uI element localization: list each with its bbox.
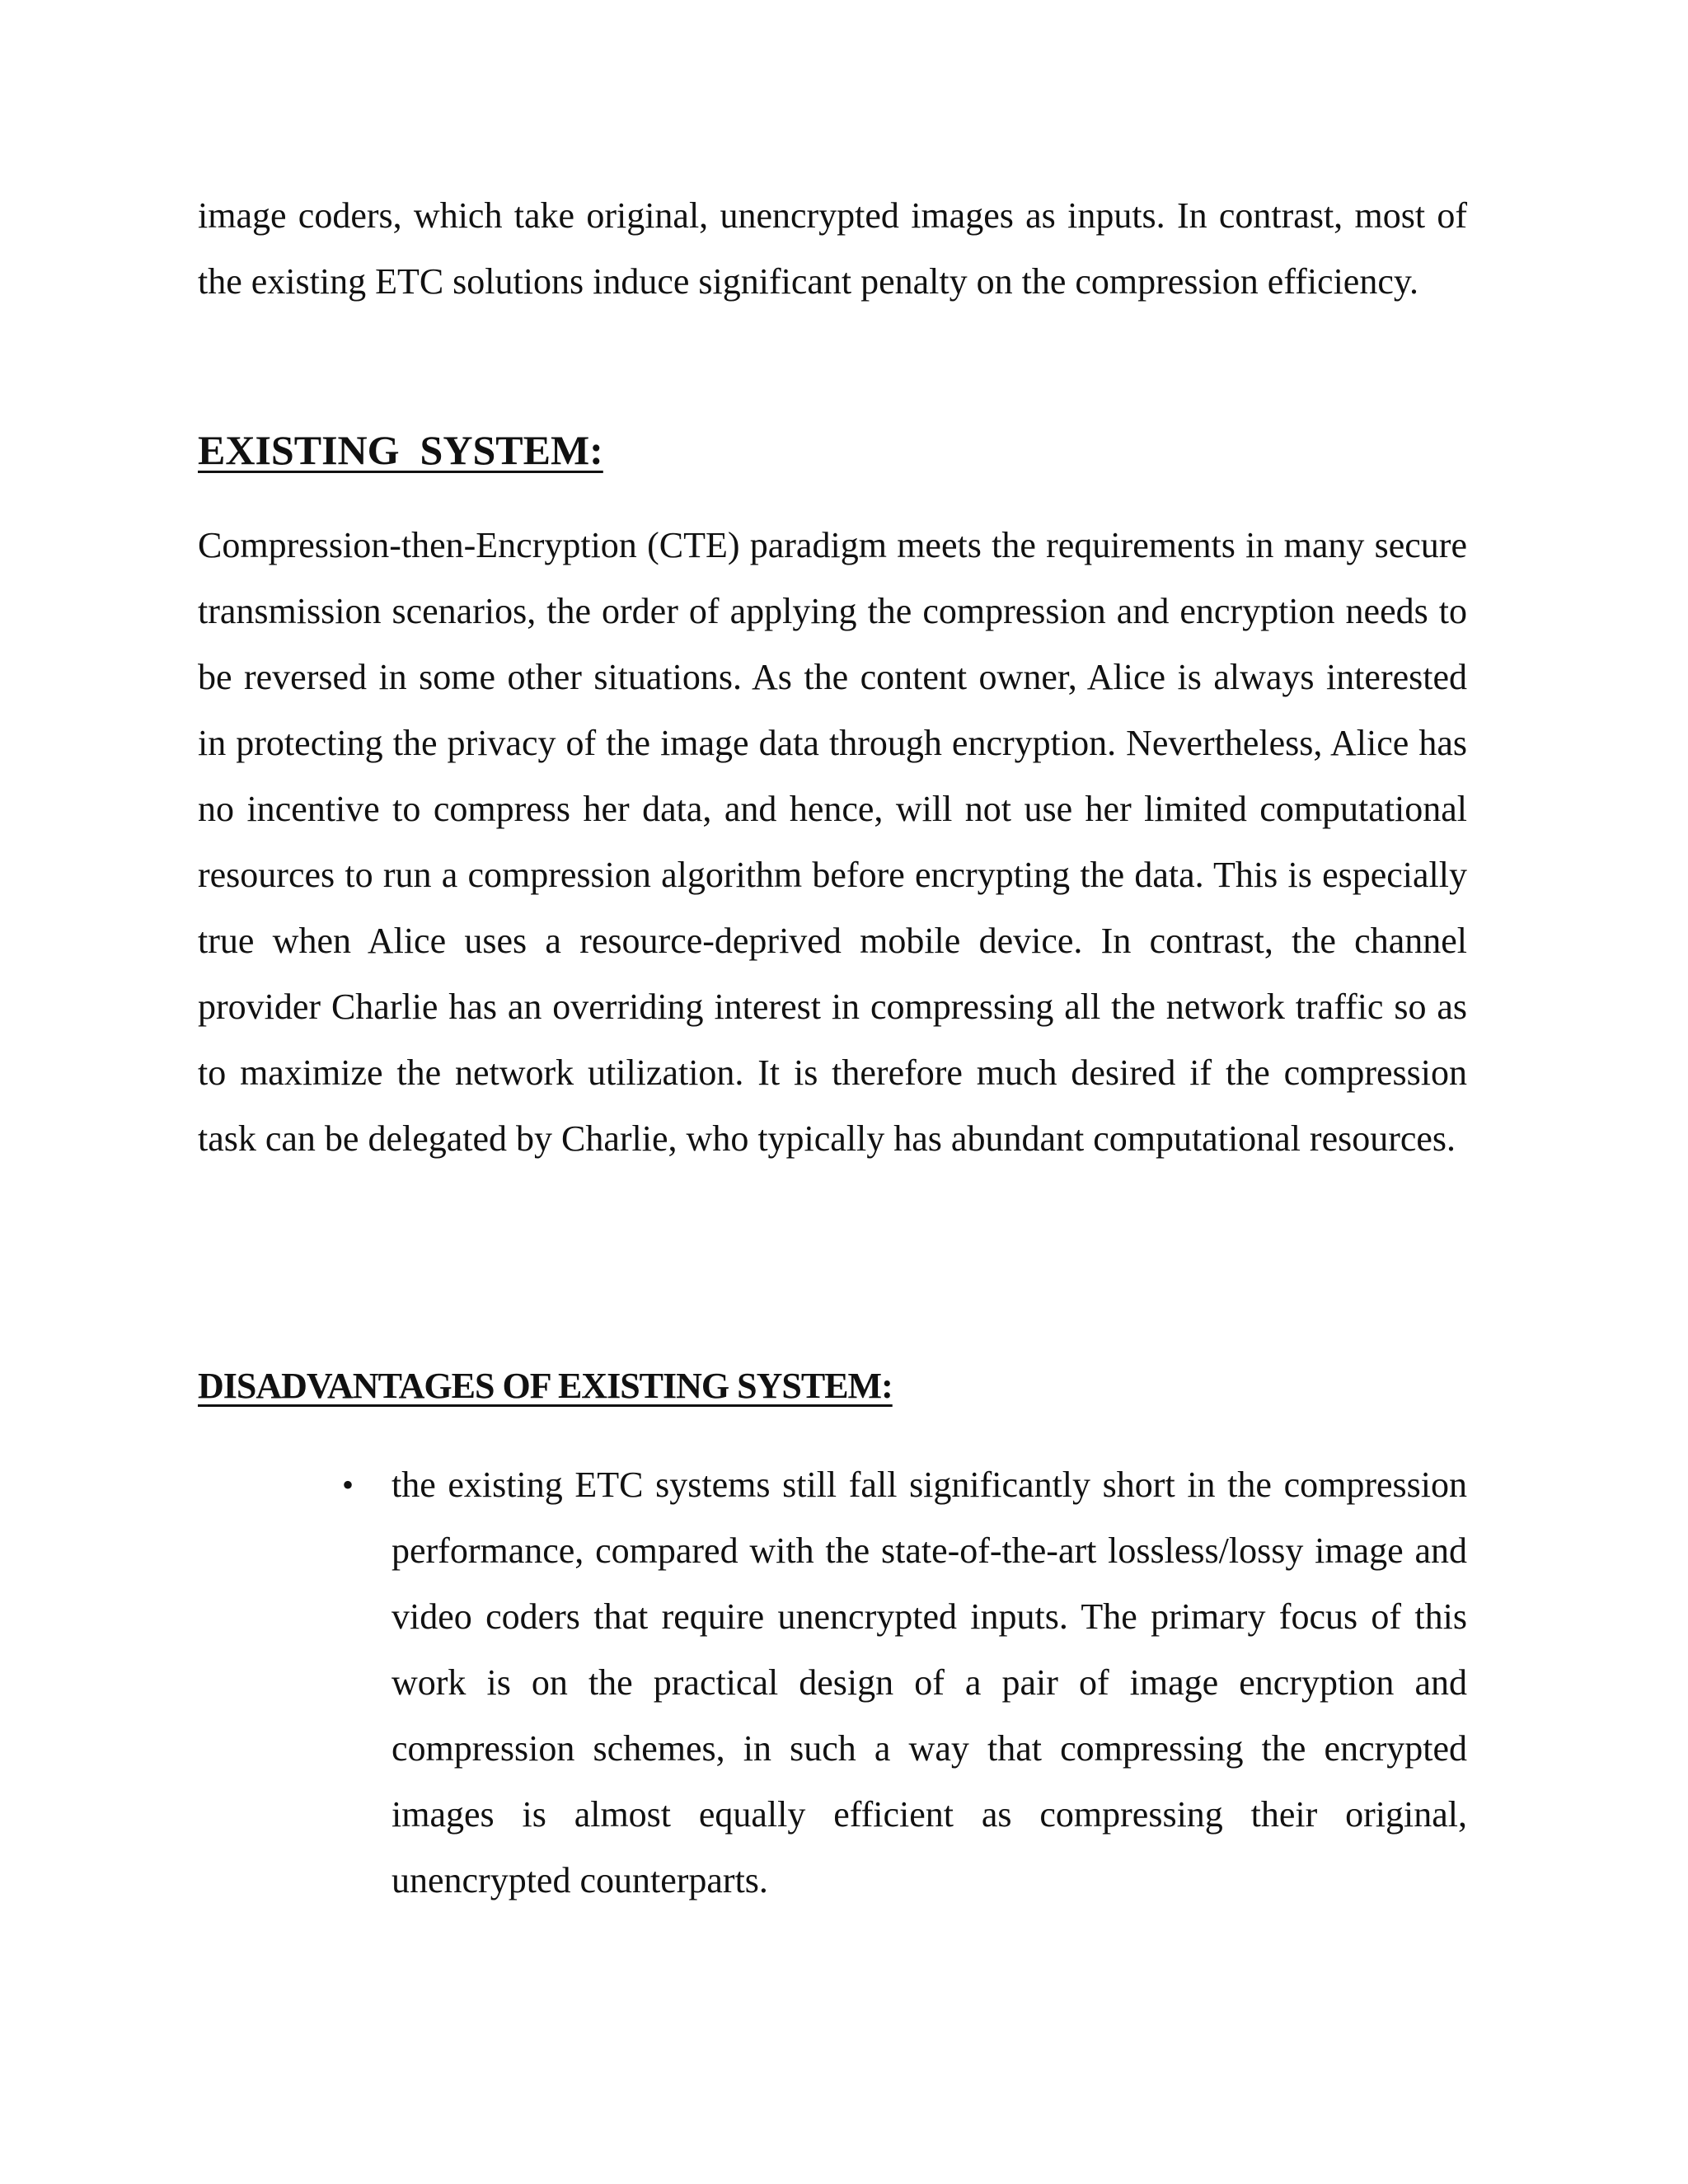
list-item-text: the existing ETC systems still fall significantly short in the compression performance, compared with the state-of-the-art lossless/lossy image and video coders that require unencrypted inputs. The primary focus of this work is on the practical design of a pair of image encryption and compression schemes, in such a way that compressing the encrypted images is almost equally efficient as compressing their original, unencrypted counterparts. [392, 1465, 1467, 1900]
intro-paragraph: image coders, which take original, unencrypted images as inputs. In contrast, most of the existing ETC solutions induce significant penalty on the compression efficiency. [198, 195, 1467, 302]
existing-system-paragraph: Compression-then-Encryption (CTE) paradigm meets the requirements in many secure transmission scenarios, the order of applying the compression and encryption needs to be reversed in some other situations. As the content owner, Alice is always interested in protecting the privacy of the image data through encryption. Nevertheless, Alice has no incentive to compress her data, and hence, will not use her limited computational resources to run a compression algorithm before encrypting the data. This is especially true when Alice uses a resource-deprived mobile device. In contrast, the channel provider Charlie has an overriding interest in compressing all the network traffic so as to maximize the network utilization. It is therefore much desired if the compression task can be delegated by Charlie, who typically has abundant computational resources. [198, 525, 1467, 1159]
disadvantages-heading: DISADVANTAGES OF EXISTING SYSTEM: [198, 1366, 893, 1406]
existing-system-heading: EXISTING SYSTEM: [198, 427, 603, 473]
bullet-icon: • [342, 1466, 354, 1503]
disadvantages-list [342, 1452, 1467, 1914]
list-item [342, 1452, 1467, 1914]
